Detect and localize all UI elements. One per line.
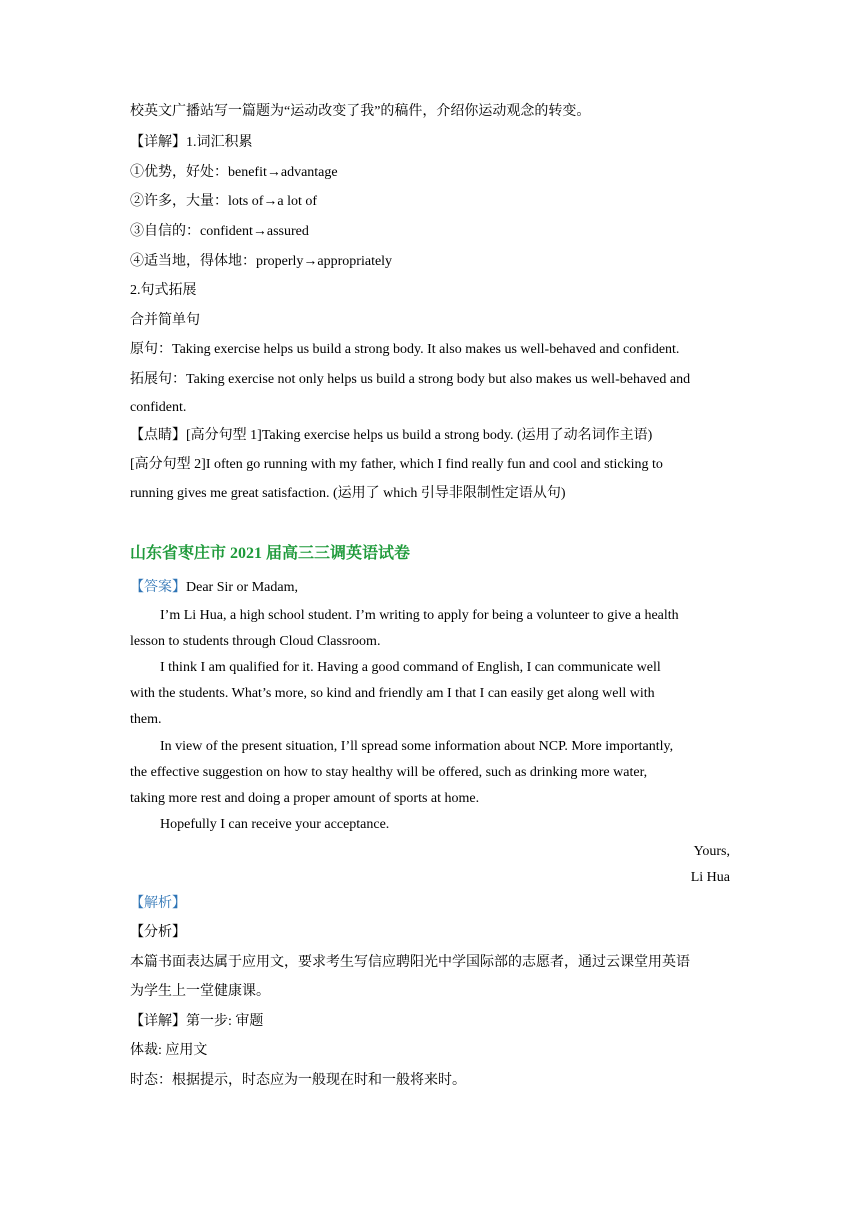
analysis-heading: 【分析】 — [130, 925, 186, 940]
genre-line: 体裁: 应用文 — [130, 1043, 208, 1058]
letter-paragraph-3: In view of the present situation, I’ll spread some information about NCP. More importantly, — [160, 739, 674, 754]
detail-step: 【详解】第一步: 审题 — [130, 1014, 264, 1029]
highlight-2-cont: running gives me great satisfaction. (运用了 which 引导非限制性定语从句) — [130, 486, 566, 501]
intro-line: 校英文广播站写一篇题为“运动改变了我”的稿件，介绍你运动观念的转变。 — [130, 104, 591, 119]
letter-paragraph-3-end: taking more rest and doing a proper amount of sports at home. — [130, 791, 480, 806]
expanded-sentence: 拓展句：Taking exercise not only helps us build a strong body but also makes us well-behaved and — [130, 372, 691, 387]
answer-tag: 【答案】 — [130, 580, 186, 595]
vocab-item: ②许多，大量：lots of→a lot of — [130, 194, 318, 209]
original-sentence: 原句：Taking exercise helps us build a strong body. It also makes us well-behaved and confident. — [130, 342, 680, 357]
letter-paragraph-2: I think I am qualified for it. Having a good command of English, I can communicate well — [160, 660, 661, 675]
vocab-item: ①优势，好处：benefit→advantage — [130, 165, 338, 180]
expanded-sentence-cont: confident. — [130, 400, 187, 415]
answer-line — [130, 578, 730, 598]
letter-paragraph-1-cont: lesson to students through Cloud Classroom. — [130, 634, 381, 649]
letter-paragraph-3-cont: the effective suggestion on how to stay healthy will be offered, such as drinking more water, — [130, 765, 648, 780]
exam-title: 山东省枣庄市 2021 届高三三调英语试卷 — [130, 545, 411, 562]
letter-closing: Yours, — [693, 844, 730, 859]
vocab-item: ③自信的：confident→assured — [130, 224, 309, 239]
letter-paragraph-1: I’m Li Hua, a high school student. I’m writing to apply for being a volunteer to give a health — [160, 608, 679, 623]
letter-paragraph-2-cont: with the students. What’s more, so kind and friendly am I that I can easily get along well with — [130, 686, 655, 701]
highlight-1: 【点睛】[高分句型 1]Taking exercise helps us build a strong body. (运用了动名词作主语) — [130, 428, 653, 443]
analysis-text-cont: 为学生上一堂健康课。 — [130, 984, 270, 999]
letter-paragraph-2-end: them. — [130, 712, 162, 727]
merge-heading: 合并简单句 — [130, 313, 200, 328]
salutation: Dear Sir or Madam, — [186, 580, 298, 595]
letter-signature: Li Hua — [690, 870, 730, 885]
letter-paragraph-4: Hopefully I can receive your acceptance. — [160, 817, 390, 832]
vocab-item: ④适当地，得体地：properly→appropriately — [130, 254, 393, 269]
analysis-tag: 【解析】 — [130, 896, 186, 911]
detail-heading: 【详解】1.词汇积累 — [130, 135, 253, 150]
analysis-text: 本篇书面表达属于应用文，要求考生写信应聘阳光中学国际部的志愿者，通过云课堂用英语 — [130, 955, 690, 970]
sentence-heading: 2.句式拓展 — [130, 283, 197, 298]
highlight-2: [高分句型 2]I often go running with my father, which I find really fun and cool and sticking to — [130, 457, 663, 472]
tense-line: 时态：根据提示，时态应为一般现在时和一般将来时。 — [130, 1073, 466, 1088]
